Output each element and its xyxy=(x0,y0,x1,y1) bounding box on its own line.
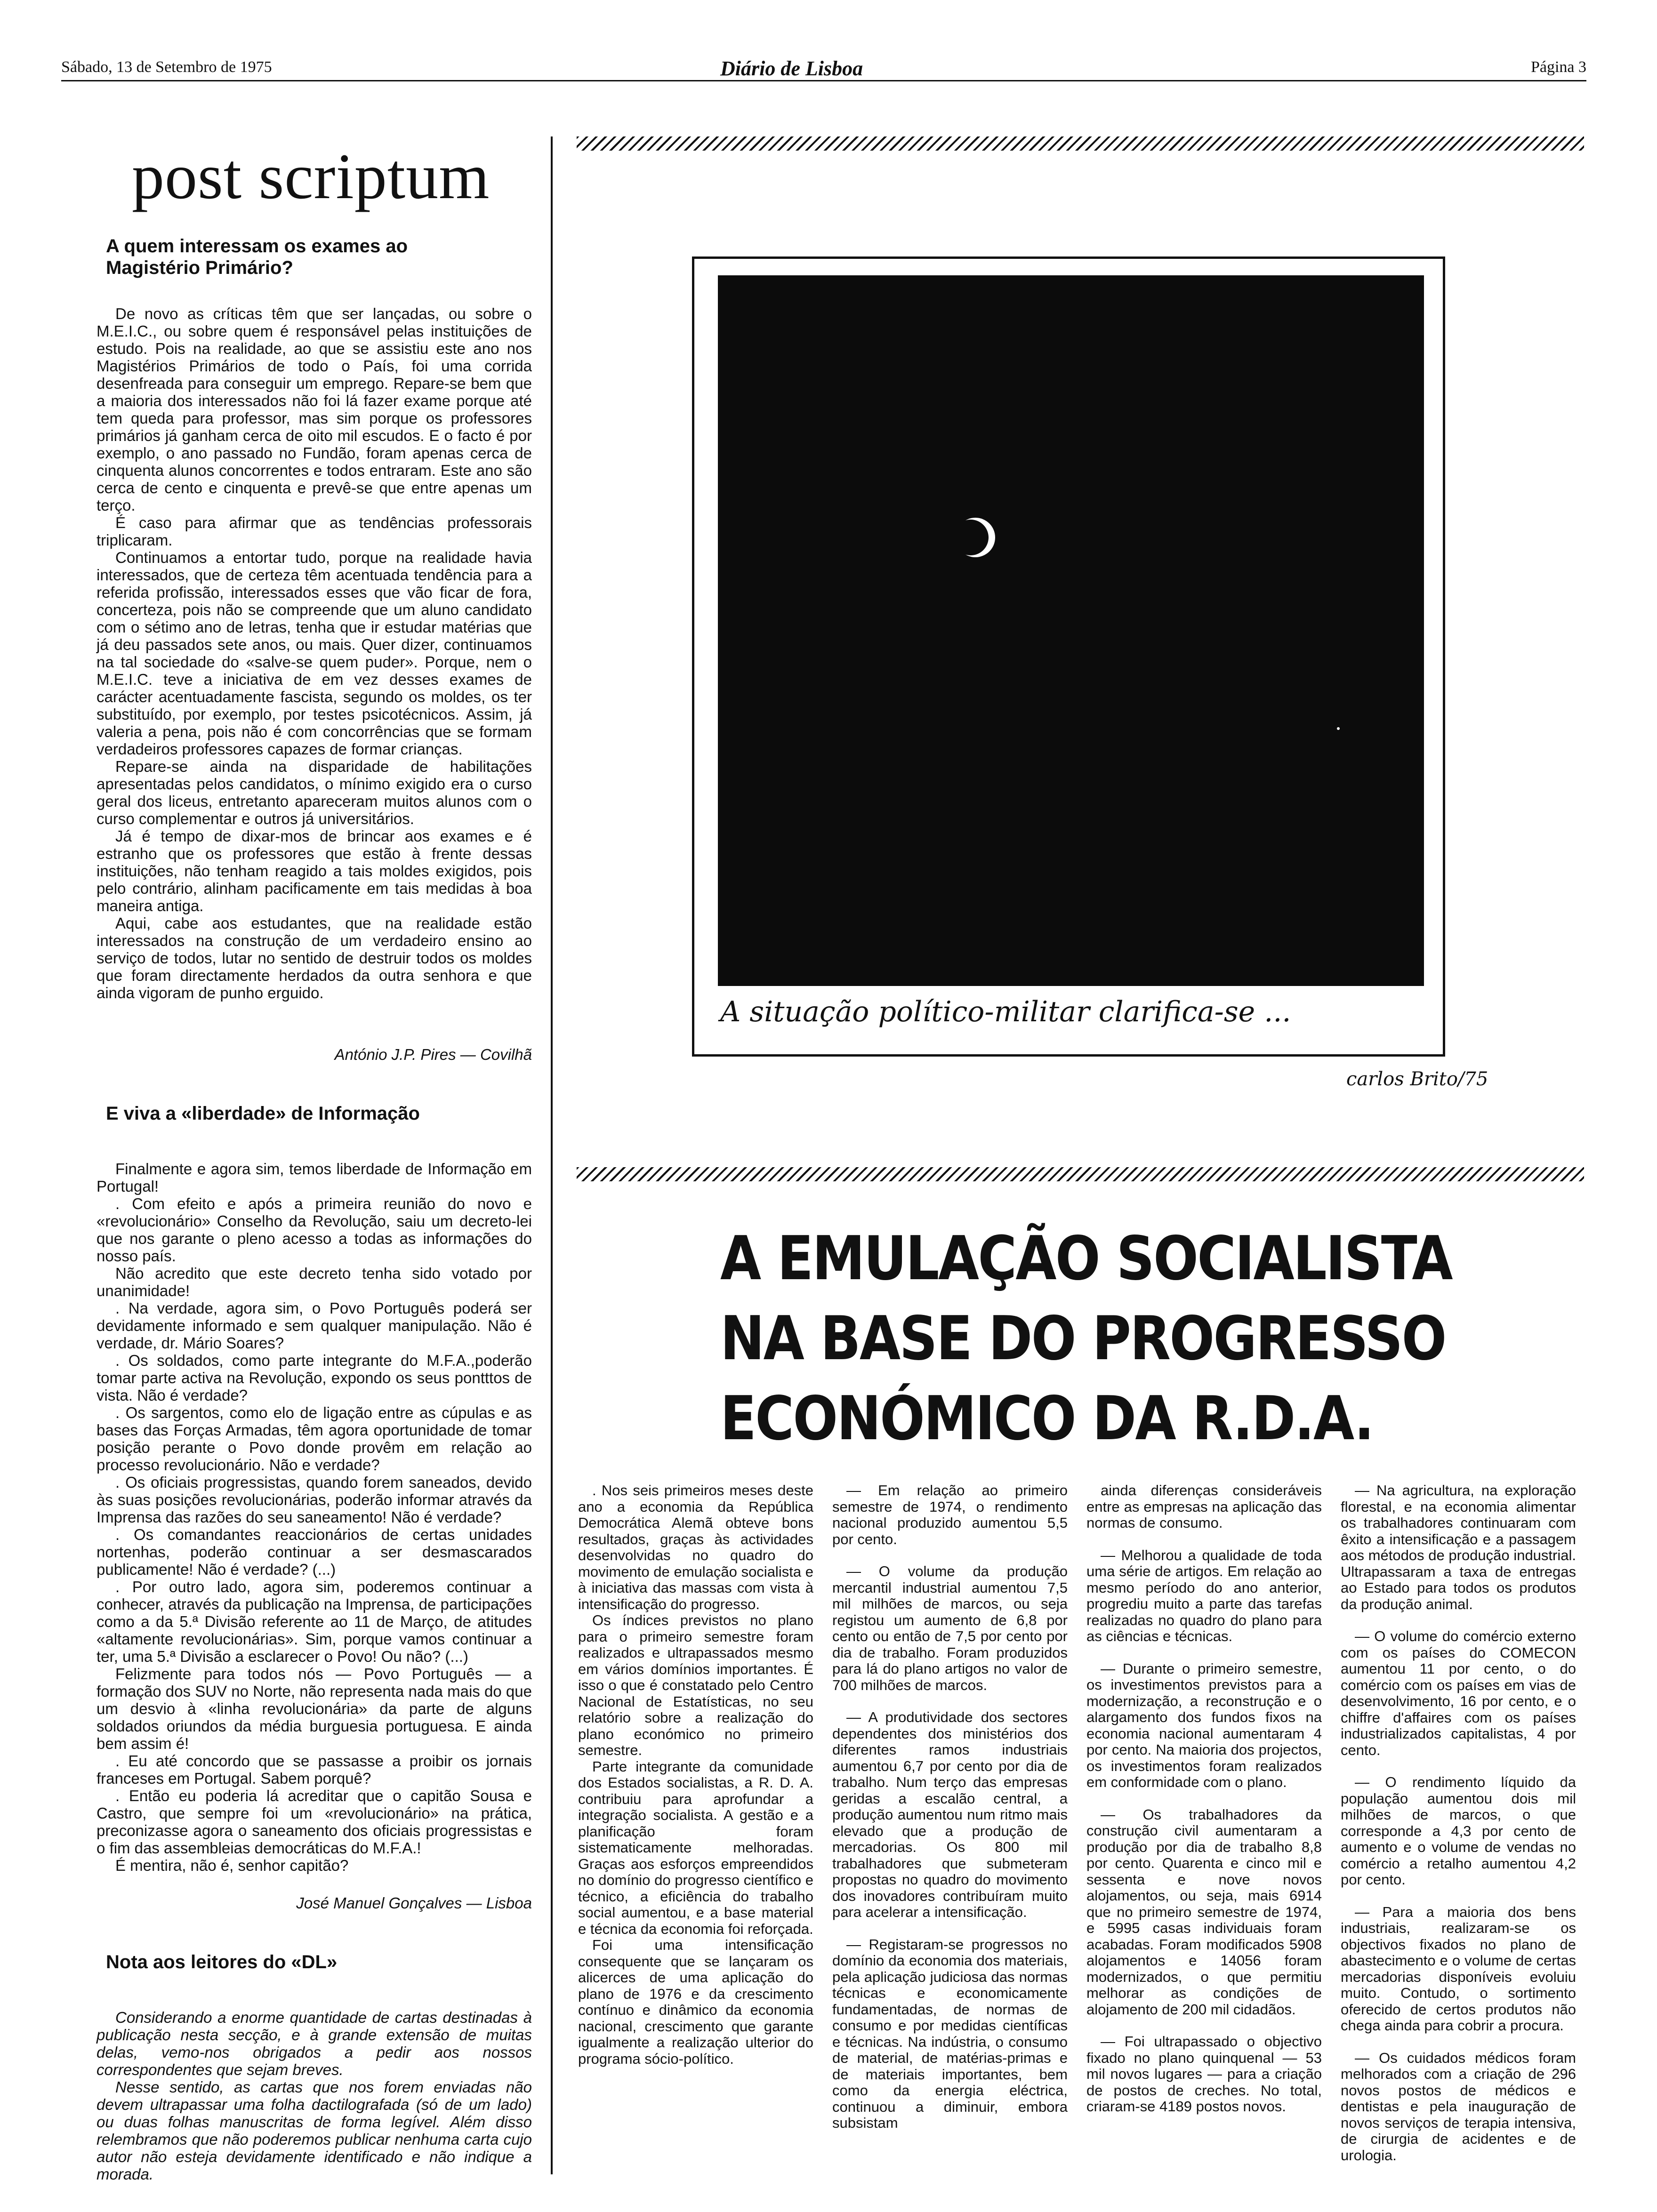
paragraph: . Eu até concordo que se passasse a proibir os jornais franceses em Portugal. Sabem porquê? xyxy=(97,1752,532,1787)
article-column-4 xyxy=(1341,1483,1576,2164)
header-date: Sábado, 13 de Setembro de 1975 xyxy=(61,58,272,76)
paragraph: Parte integrante da comunidade dos Estados socialistas, a R. D. A. contribuiu para aprofundar a integração socialista. A gestão e a planificação foram sistematicamente melhoradas. Graças aos esforços empreendidos no domínio do progresso científico e técnico, a eficiência do trabalho social aumentou, e a base material e técnica da economia foi reforçada. xyxy=(578,1758,813,1937)
column-divider xyxy=(551,136,553,2174)
paragraph: . Os comandantes reaccionários de certas unidades nortenhas, poderão continuar a ser desmascarados publicamente! Não é verdade? (...) xyxy=(97,1526,532,1578)
newspaper-title: Diário de Lisboa xyxy=(720,57,863,80)
paragraph: — Para a maioria dos bens industriais, realizaram-se os objectivos fixados no plano de abastecimento e o volume de certas mercadorias disponíveis evoluiu muito. Contudo, o sortimento oferecido de certos produtos não chega ainda para cobrir a procura. xyxy=(1341,1903,1576,2034)
headline-line: A EMULAÇÃO SOCIALISTA xyxy=(720,1224,1452,1294)
paragraph: Não acredito que este decreto tenha sido votado por unanimidade! xyxy=(97,1265,532,1299)
paragraph: Foi uma intensificação consequente que se lançaram os alicerces de uma aplicação do plano de 1976 e da crescimento contínuo e dinâmico da economia nacional, crescimento que garante igualmente a realização ulterior do programa sócio-político. xyxy=(578,1937,813,2067)
paragraph: ainda diferenças consideráveis entre as empresas na aplicação das normas de consumo. xyxy=(1086,1482,1322,1531)
note-heading: Nota aos leitores do «DL» xyxy=(106,1952,338,1972)
letter1-heading: A quem interessam os exames ao Magistério Primário? xyxy=(106,236,408,278)
paragraph: Aqui, cabe aos estudantes, que na realidade estão interessados na construção de um verdadeiro ensino ao serviço de todos, lutar no sentido de destruir todos os moldes que foram directamente herdados da outra senhora e que ainda vigoram de punho erguido. xyxy=(97,914,532,1002)
paragraph: . Por outro lado, agora sim, poderemos continuar a conhecer, através da publicação na Imprensa, de participações como a da 5.ª Divisão referente ao 11 de Março, de atitudes «altamente revolucionárias». Sim, porque vamos continuar a ter, uma 5.ª Divisão a esclarecer o Povo! Ou não? (...) xyxy=(97,1578,532,1665)
paragraph: — Foi ultrapassado o objectivo fixado no plano quinquenal — 53 mil novos lugares — para a criação de postos de creches. No total, criaram-se 4189 postos novos. xyxy=(1086,2033,1322,2115)
cartoon-night-sky xyxy=(718,275,1424,986)
headline-line: NA BASE DO PROGRESSO xyxy=(720,1304,1446,1374)
paragraph: Continuamos a entortar tudo, porque na realidade havia interessados, que de certeza têm acentuada tendência para a referida profissão, interessados esses que vão ficar de fora, concerteza, pois não se compreende que um aluno candidato com o sétimo ano de letras, tenha que ir estudar matérias que já deu passados sete anos, ou mais. Quer dizer, continuamos na tal sociedade do «salve-se quem puder». Porque, nem o M.E.I.C. teve a iniciativa de em vez desses exames de carácter acentuadamente fascista, segundo os moldes, os ter substituído, por exemplo, por testes psicotécnicos. Assim, já valeria a pena, pois não é com concorrências que se formam verdadeiros professores capazes de formar crianças. xyxy=(97,549,532,758)
article-column-2 xyxy=(832,1483,1068,2132)
article-column-3 xyxy=(1086,1483,1322,2115)
paragraph: . Nos seis primeiros meses deste ano a economia da República Democrática Alemã obteve bons resultados, graças às actividades desenvolvidas no quadro do movimento de emulação socialista e à iniciativa das massas com vista à intensificação do progresso. xyxy=(578,1482,813,1612)
paragraph: — Os trabalhadores da construção civil aumentaram a produção por dia de trabalho 8,8 por cento. Quarenta e cinco mil e sessenta e nove novos alojamentos, ou seja, mais 6914 que no primeiro semestre de 1974, e 5995 casas individuais foram acabadas. Foram modificados 5908 alojamentos e 14056 foram modernizados, o que permitiu melhorar as condições de alojamento de 200 mil cidadãos. xyxy=(1086,1806,1322,2018)
letter2-heading: E viva a «liberdade» de Informação xyxy=(106,1103,420,1124)
crescent-moon-icon xyxy=(956,518,995,557)
paragraph: É mentira, não é, senhor capitão? xyxy=(115,1857,349,1874)
paragraph: — Melhorou a qualidade de toda uma série de artigos. Em relação ao mesmo período do ano anterior, progrediu muito a parte das tarefas realizadas no quadro do plano para as ciências e técnicas. xyxy=(1086,1547,1322,1644)
paragraph: Os índices previstos no plano para o primeiro semestre foram realizados e ultrapassados mesmo em vários domínios importantes. É isso o que é constatado pelo Centro Nacional de Estatísticas, no seu relatório sobre a realização do plano económico no primeiro semestre. xyxy=(578,1612,813,1758)
cartoon-caption: A situação político-militar clarifica-se ... xyxy=(720,995,1291,1028)
paragraph: — O rendimento líquido da população aumentou dois mil milhões de marcos, o que corresponde a 4,3 por cento de aumento e o volume de vendas no comércio a retalho aumentou 4,2 por cento. xyxy=(1341,1774,1576,1888)
paragraph: Repare-se ainda na disparidade de habilitações apresentadas pelos candidatos, o mínimo exigido era o curso geral dos liceus, entretanto apareceram muitos alunos com o curso complementar e outros já universitários. xyxy=(97,758,532,827)
page-number: Página 3 xyxy=(1530,58,1586,76)
hatched-band-article xyxy=(577,1167,1584,1181)
paragraph: — Na agricultura, na exploração florestal, e na economia alimentar os trabalhadores continuaram com êxito a intensificação e a passagem aos métodos de produção industrial. Ultrapassaram a taxa de entregas ao Estado para todos os produtos da produção animal. xyxy=(1341,1482,1576,1612)
paragraph: — Em relação ao primeiro semestre de 1974, o rendimento nacional produzido aumentou 5,5 por cento. xyxy=(832,1482,1068,1547)
paragraph: Felizmente para todos nós — Povo Português — a formação dos SUV no Norte, não representa nada mais do que um desvio à «linha revolucionária» da parte de alguns soldados oriundos da média burguesia portuguesa. E ainda bem assim é! xyxy=(97,1665,532,1752)
cartoonist-signature: carlos Brito/75 xyxy=(1346,1068,1488,1090)
header-rule xyxy=(61,80,1586,81)
paragraph: . Os soldados, como parte integrante do M.F.A.,poderão tomar parte activa na Revolução, expondo os seus pontttos de vista. Não é verdade? xyxy=(97,1352,532,1404)
letter1-body xyxy=(97,305,532,1002)
paragraph: É caso para afirmar que as tendências professorais triplicaram. xyxy=(97,514,532,549)
paragraph: . Então eu poderia lá acreditar que o capitão Sousa e Castro, que sempre foi um «revolucionário» na prática, preconizasse agora o saneamento dos oficiais progressistas e o fim das assembleias democráticas do M.F.A.! xyxy=(97,1787,532,1857)
paragraph: — O volume da produção mercantil industrial aumentou 7,5 mil milhões de marcos, ou seja registou um aumento de 6,8 por cento ou então de 7,5 por cento por dia de trabalho. Foram produzidos para lá do plano artigos no valor de 700 milhões de marcos. xyxy=(832,1563,1068,1693)
paragraph: — Registaram-se progressos no domínio da economia dos materiais, pela aplicação judiciosa das normas técnicas e economicamente fundamentadas, de normas de consumo e por medidas científicas e técnicas. Na indústria, o consumo de material, de matérias-primas e de materiais importantes, bem como da energia eléctrica, continuou a diminuir, embora subsistam xyxy=(832,1936,1068,2131)
paragraph: De novo as críticas têm que ser lançadas, ou sobre o M.E.I.C., ou sobre quem é responsável pelas instituições de estudo. Pois na realidade, ao que se assistiu este ano nos Magistérios Primários de todo o País, foi uma corrida desenfreada para conseguir um emprego. Repare-se bem que a maioria dos interessados não foi lá fazer exame porque até tem queda para professor, mas sim porque os professores primários já ganham cerca de oito mil escudos. E o facto é por exemplo, o ano passado no Fundão, foram apenas cerca de cinquenta alunos concorrentes e todos entraram. Este ano são cerca de cento e cinquenta e prevê-se que entre apenas um terço. xyxy=(97,305,532,514)
paragraph: — Os cuidados médicos foram melhorados com a criação de 296 novos postos de médicos e dentistas e pela inauguração de novos serviços de terapia intensiva, de cirurgia de acidentes e de urologia. xyxy=(1341,2049,1576,2164)
letter2-body xyxy=(97,1160,532,1874)
headline-line: ECONÓMICO DA R.D.A. xyxy=(720,1384,1373,1454)
paragraph: . Na verdade, agora sim, o Povo Português poderá ser devidamente informado e sem qualquer manipulação. Não é verdade, dr. Mário Soares? xyxy=(97,1299,532,1352)
paragraph: — O volume do comércio externo com os países do COMECON aumentou 11 por cento, o do comércio com os países em vias de desenvolvimento, 16 por cento, e o chiffre d'affaires com os países industrializados capitalistas, 4 por cento. xyxy=(1341,1628,1576,1758)
paragraph: Finalmente e agora sim, temos liberdade de Informação em Portugal! xyxy=(97,1160,532,1195)
paragraph: — A produtividade dos sectores dependentes dos ministérios dos diferentes ramos industriais aumentou 6,7 por cento por dia de trabalho. Num terço das empresas geridas a escalão central, a produção aumentou num ritmo mais elevado que a produção de mercadorias. Os 800 mil trabalhadores que submeteram propostas no quadro do movimento dos inovadores contribuíram muito para acelerar a intensificação. xyxy=(832,1709,1068,1920)
paragraph: . Os sargentos, como elo de ligação entre as cúpulas e as bases das Forças Armadas, têm agora oportunidade de tomar posição perante o Povo donde provêm em relação ao processo revolucionário. Não e verdade? xyxy=(97,1404,532,1474)
paragraph: . Os oficiais progressistas, quando forem saneados, devido às suas posições revolucionárias, poderão informar através da Imprensa das razões do seu saneamento! Não é verdade? xyxy=(97,1474,532,1526)
paragraph: Já é tempo de dixar-mos de brincar aos exames e é estranho que os professores que estão à frente dessas instituições, não tenham reagido a tais moldes exigidos, pois pelo contrário, alinham pacificamente em tais medidas à boa maneira antiga. xyxy=(97,827,532,914)
hatched-band-top xyxy=(577,136,1584,151)
letter2-signature: José Manuel Gonçalves — Lisboa xyxy=(296,1894,532,1912)
paragraph: . Com efeito e após a primeira reunião do novo e «revolucionário» Conselho da Revolução, saiu um decreto-lei que nos garante o pleno acesso a todas as informações do nosso país. xyxy=(97,1195,532,1265)
article-headline xyxy=(720,1219,1452,1459)
letter1-signature: António J.P. Pires — Covilhã xyxy=(334,1046,532,1063)
article-column-1 xyxy=(578,1483,813,2067)
paragraph: Nesse sentido, as cartas que nos forem enviadas não devem ultrapassar uma folha dactilografada (só de um lado) ou duas folhas manuscritas de forma legível. Além disso relembramos que não poderemos publicar nenhuma carta cujo autor não esteja devidamente identificado e não indique a morada. xyxy=(97,2078,532,2183)
paragraph: — Durante o primeiro semestre, os investimentos previstos para a modernização, a reconstrução e o alargamento dos fundos fixos na economia nacional aumentaram 4 por cento. Na maioria dos projectos, os investimentos foram realizados em conformidade com o plano. xyxy=(1086,1660,1322,1790)
note-body xyxy=(97,2009,532,2183)
star-icon xyxy=(1337,727,1340,730)
section-title: post scriptum xyxy=(132,140,490,212)
paragraph: Considerando a enorme quantidade de cartas destinadas à publicação nesta secção, e à grande extensão de muitas delas, vemo-nos obrigados a pedir aos nossos correspondentes que sejam breves. xyxy=(97,2009,532,2078)
